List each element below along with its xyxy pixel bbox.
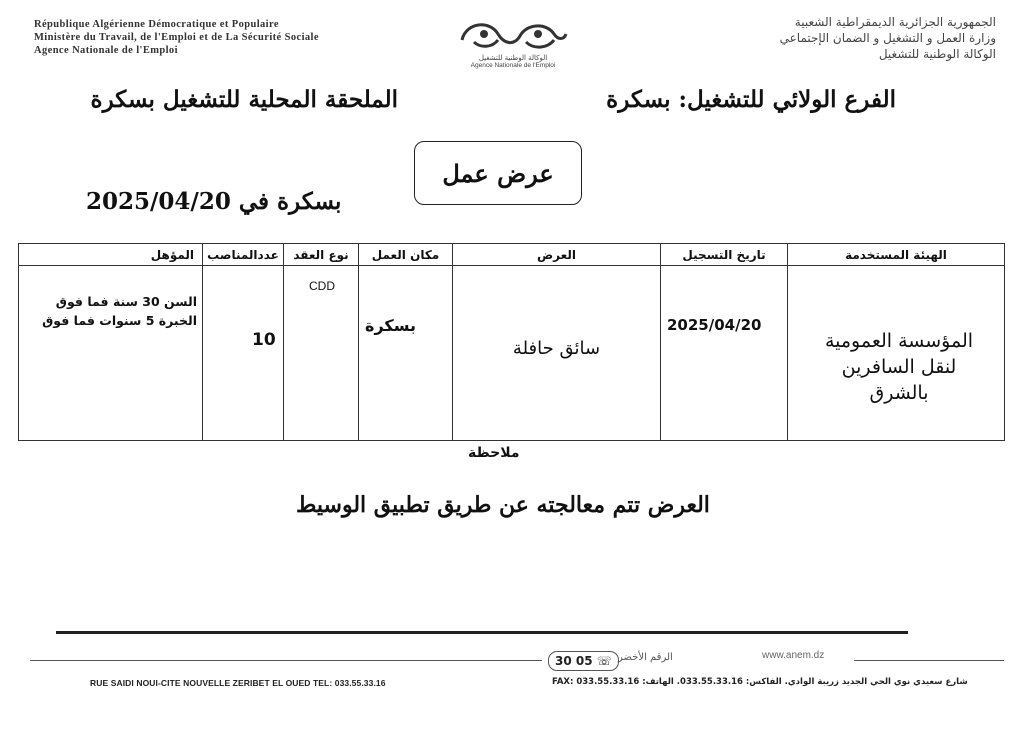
employer-line: المؤسسة العمومية [824, 330, 974, 352]
offer-title: عرض عمل [442, 158, 554, 188]
header-qualification: المؤهل [150, 248, 194, 262]
employer-line: بالشرق [869, 382, 929, 404]
local-annex-title: الملحقة المحلية للتشغيل بسكرة [90, 86, 398, 113]
header-arabic-line-ministry: وزارة العمل و التشغيل و الضمان الإجتماعي [779, 31, 996, 45]
cell-contract-type: CDD [309, 279, 335, 293]
logo-caption-french: Agence Nationale de l'Emploi [470, 62, 556, 69]
anem-logo-icon [454, 16, 572, 54]
footer-address-arabic: شارع سعيدي نوي الحي الجديد زريبة الوادي. الفاكس: 033.55.33.16. الهاتف: FAX: 033.55.33.16 [552, 677, 968, 687]
header-arabic-block [576, 14, 996, 62]
table-column-divider [202, 244, 203, 440]
anem-logo [452, 16, 574, 78]
job-offer-table [18, 243, 1005, 441]
header-french-line-republic: République Algérienne Démocratique et Populaire [34, 19, 279, 30]
cell-positions: 10 [252, 330, 276, 350]
note-label: ملاحظة [468, 445, 520, 461]
table-column-divider [787, 244, 788, 440]
note-text: العرض تتم معالجته عن طريق تطبيق الوسيط [296, 492, 710, 518]
cell-offer: سائق حافلة [512, 338, 601, 359]
logo-caption-arabic: الوكالة الوطنية للتشغيل [478, 54, 548, 62]
header-arabic-line-agency: الوكالة الوطنية للتشغيل [878, 47, 996, 61]
cell-workplace: بسكرة [365, 316, 416, 335]
footer-thin-rule [854, 660, 1004, 661]
green-number: 30 05 [555, 654, 593, 668]
table-column-divider [358, 244, 359, 440]
header-french-line-ministry: Ministère du Travail, de l'Emploi et de La Sécurité Sociale [34, 32, 319, 43]
footer-thick-rule [56, 631, 908, 634]
header-workplace: مكان العمل [371, 248, 440, 262]
green-number-badge [548, 651, 619, 671]
header-french-block [34, 18, 434, 57]
offer-title-box [414, 141, 582, 205]
website-link[interactable]: www.anem.dz [762, 650, 825, 661]
header-employer: الهيئة المستخدمة [845, 248, 947, 262]
header-registration-date: تاريخ التسجيل [682, 248, 766, 262]
green-number-label: الرقم الأخضر [618, 652, 673, 663]
qualification-line: السن 30 سنة فما فوق [55, 294, 197, 309]
footer-thin-rule [30, 660, 542, 661]
table-column-divider [660, 244, 661, 440]
header-contract-type: نوع العقد [293, 248, 349, 262]
header-positions: عددالمناصب [207, 248, 279, 262]
header-offer: العرض [537, 248, 576, 262]
wilaya-branch-title: الفرع الولائي للتشغيل: بسكرة [606, 86, 896, 113]
cell-qualification [25, 292, 197, 330]
phone-icon: ☏ [596, 654, 612, 668]
table-column-divider [283, 244, 284, 440]
header-arabic-line-republic: الجمهورية الجزائرية الديمقراطية الشعبية [794, 15, 996, 29]
qualification-line: الخبرة 5 سنوات فما فوق [42, 313, 197, 328]
table-header-divider [19, 265, 1004, 266]
header-french-line-agency: Agence Nationale de l'Emploi [34, 45, 178, 56]
cell-employer [799, 328, 999, 406]
issue-date-line: بسكرة في 2025/04/20 [86, 188, 342, 215]
cell-registration-date: 2025/04/20 [667, 316, 762, 334]
employer-line: لنقل السافرين [841, 356, 957, 378]
footer-address-french: RUE SAIDI NOUI-CITE NOUVELLE ZERIBET EL OUED TEL: 033.55.33.16 [90, 678, 386, 688]
